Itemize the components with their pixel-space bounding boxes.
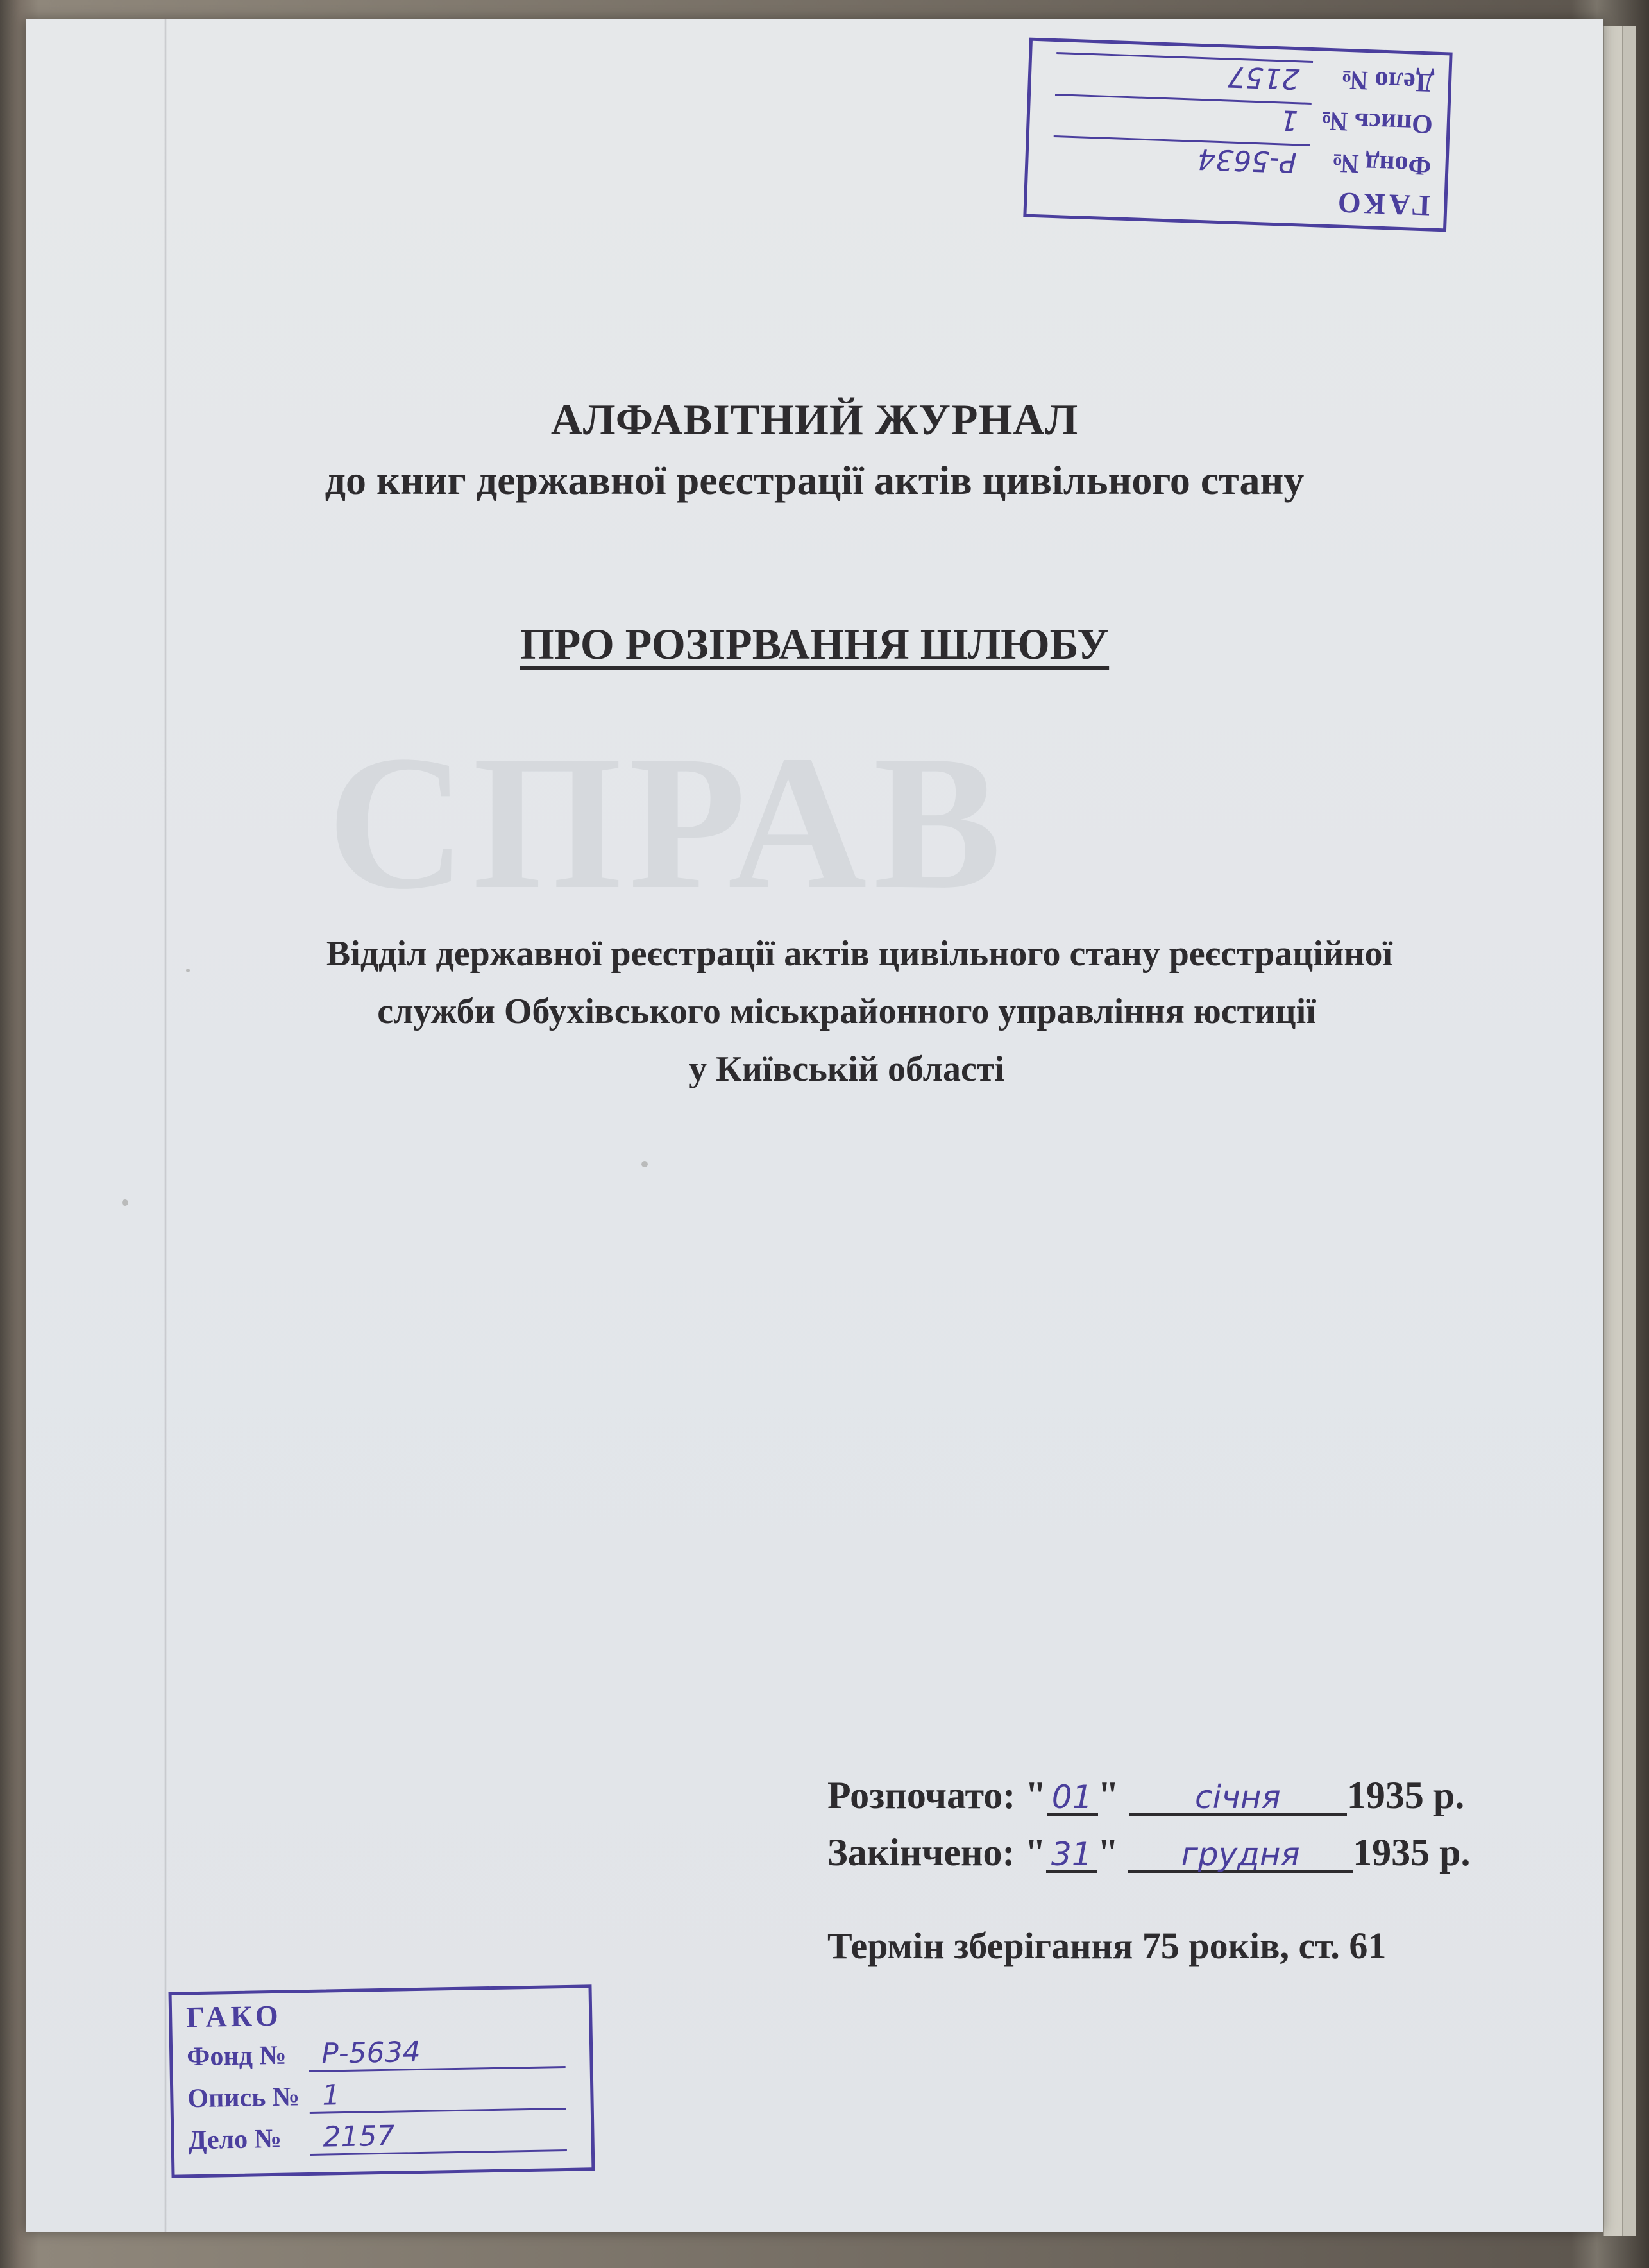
paper-sheet	[26, 19, 1603, 2232]
stamp-fond-value: Р-5634	[309, 2033, 566, 2072]
start-quote: "	[1097, 1774, 1119, 1816]
stamp-fond-row	[187, 2033, 572, 2074]
stamp-delo-value: 2157	[1055, 52, 1313, 96]
stamp-org: ГАКО	[1333, 186, 1431, 223]
stamp-opys-label: Опись №	[187, 2082, 300, 2114]
stamp-opys-label: Опись №	[1320, 105, 1433, 139]
paper-speck	[186, 969, 190, 972]
document-title: АЛФАВІТНИЙ ЖУРНАЛ	[550, 395, 1079, 444]
retention-period: Термін зберігання 75 років, ст. 61	[827, 1925, 1387, 1967]
stamp-org: ГАКО	[185, 1999, 283, 2034]
stamp-fond-value: Р-5634	[1053, 135, 1310, 179]
stamp-fond-row	[1046, 135, 1432, 183]
stamp-delo-label: Дело №	[1340, 64, 1435, 97]
stamp-delo-row	[1049, 52, 1435, 100]
document-subject-text: ПРО РОЗІРВАННЯ ШЛЮБУ	[520, 620, 1110, 668]
end-day: 31	[1046, 1838, 1097, 1873]
archive-stamp-top	[1023, 38, 1452, 232]
end-quote: "	[1097, 1831, 1119, 1874]
page-edge	[1622, 26, 1636, 2236]
end-label: Закінчено: "	[827, 1831, 1046, 1874]
stamp-fond-label: Фонд №	[1331, 148, 1432, 181]
page-edge	[1603, 26, 1623, 2236]
start-month: січня	[1129, 1781, 1347, 1816]
stamp-delo-value: 2157	[310, 2117, 567, 2156]
stamp-delo-label: Дело №	[188, 2124, 282, 2156]
document-subtitle: до книг державної реєстрації актів цивільного стану	[325, 457, 1305, 503]
end-month: грудня	[1128, 1838, 1353, 1873]
stamp-opys-row	[187, 2075, 573, 2116]
document-subject	[26, 619, 1603, 670]
end-year: 1935 р.	[1353, 1831, 1471, 1874]
paper-speck	[641, 1161, 648, 1167]
organization-line-2: служби Обухівського міськрайонного управління юстиції	[377, 992, 1316, 1031]
stamp-fond-label: Фонд №	[186, 2040, 287, 2072]
start-label: Розпочато: "	[827, 1774, 1047, 1816]
organization-line-3: у Київській області	[689, 1049, 1004, 1089]
watermark: СПРАВ	[327, 716, 1008, 929]
end-date-row	[827, 1831, 1471, 1875]
start-year: 1935 р.	[1346, 1774, 1465, 1816]
stamp-opys-value: 1	[309, 2075, 566, 2114]
archive-stamp-bottom	[169, 1985, 595, 2178]
stamp-opys-value: 1	[1054, 94, 1312, 137]
paper-speck	[122, 1199, 128, 1206]
stamp-delo-row	[188, 2117, 573, 2158]
start-day: 01	[1047, 1781, 1098, 1816]
stamp-opys-row	[1047, 94, 1433, 142]
binding-fold	[164, 19, 167, 2232]
start-date-row	[827, 1773, 1464, 1818]
organization-line-1: Відділ державної реєстрації актів цивільного стану реєстраційної	[326, 934, 1393, 974]
